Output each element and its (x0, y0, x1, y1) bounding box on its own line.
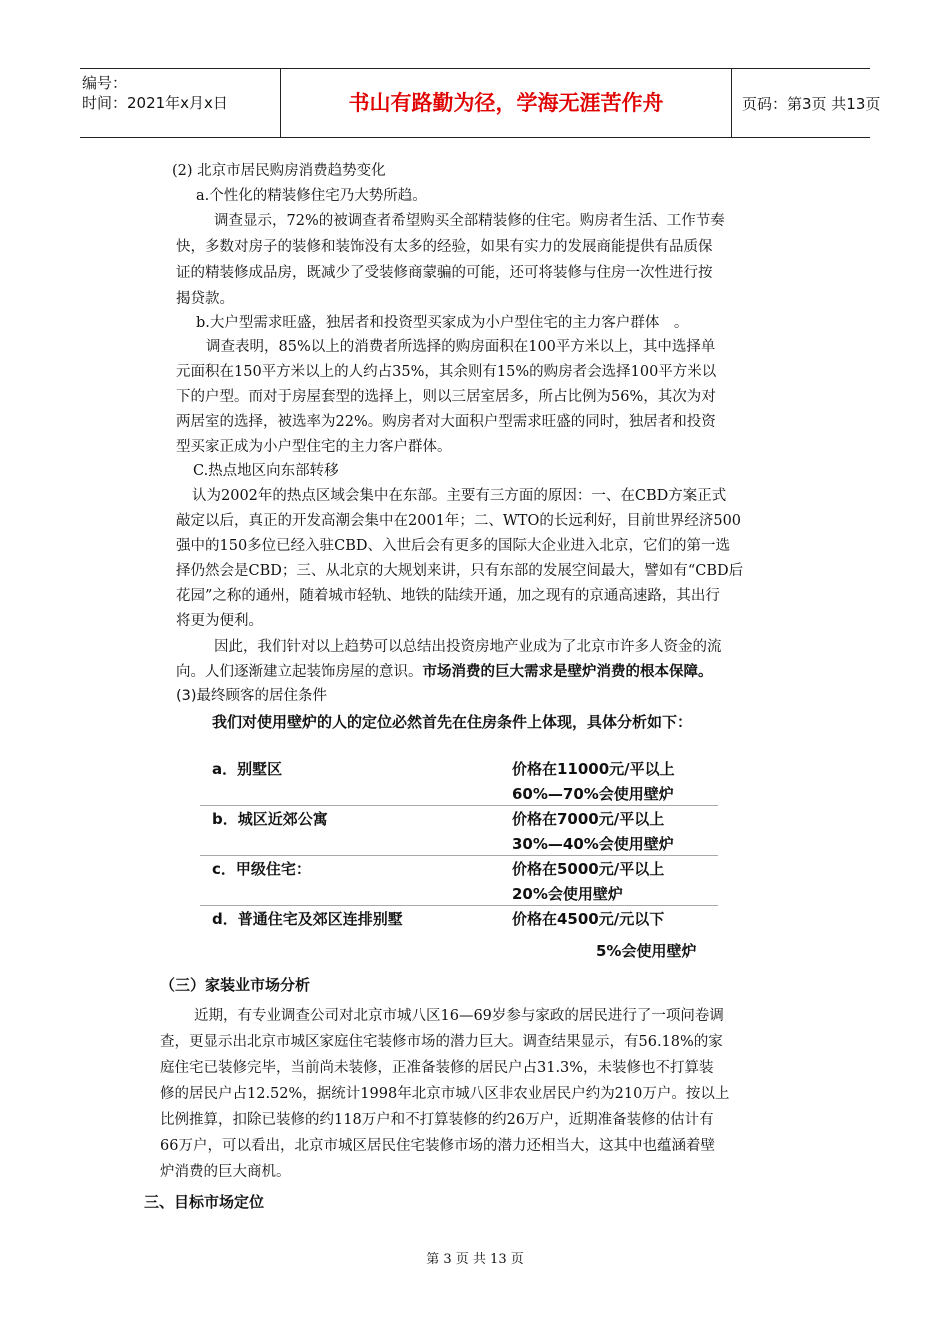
paragraph-line: 花园”之称的通州，随着城市轻轨、地铁的陆续开通，加之现有的京通高速路，其出行 (176, 588, 720, 604)
paragraph-line: 敲定以后，真正的开发高潮会集中在2001年；二、WTO的长远利好，目前世界经济500 (176, 513, 742, 529)
paragraph-line: 庭住宅已装修完毕，当前尚未装修，正准备装修的居民户占31.3%，未装修也不打算装 (160, 1060, 714, 1076)
paragraph-line: 证的精装修成品房，既减少了受装修商蒙骗的可能，还可将装修与住房一次性进行按 (176, 265, 713, 281)
paragraph-line: 揭贷款。 (176, 291, 234, 307)
conclusion-line: 因此，我们针对以上趋势可以总结出投资房地产业成为了北京市许多人资金的流 (214, 639, 722, 655)
housing-intro: 我们对使用壁炉的人的定位必然首先在住房条件上体现，具体分析如下： (212, 713, 693, 731)
subheading-a: a.个性化的精装修住宅乃大势所趋。 (196, 188, 427, 204)
time-label: 时间：2021年x月x日 (82, 94, 228, 112)
paragraph-line: 下的户型。而对于房屋套型的选择上，则以三居室居多，所占比例为56%，其次为对 (176, 389, 716, 405)
conclusion-emphasis: 市场消费的巨大需求是壁炉消费的根本保障。 (422, 664, 713, 680)
fireplace-usage: 5%会使用壁炉 (596, 942, 697, 960)
paragraph-line: 66万户，可以看出，北京市城区居民住宅装修市场的潜力还相当大，这其中也蕴涵着壁 (160, 1138, 715, 1154)
header-meta (80, 69, 280, 137)
chapter-heading: 三、目标市场定位 (144, 1193, 265, 1211)
paragraph-line: 调查表明，85%以上的消费者所选择的购房面积在100平方米以上，其中选择单 (206, 339, 716, 355)
housing-type: c．甲级住宅： (212, 860, 311, 878)
paragraph-line: 择仍然会是CBD；三、从北京的大规划来讲，只有东部的发展空间最大，譬如有“CBD后 (176, 563, 744, 579)
page-footer: 第 3 页 共 13 页 (426, 1252, 524, 1267)
paragraph-line: 查，更显示出北京市城区家庭住宅装修市场的潜力巨大。调查结果显示，有56.18%的家 (160, 1034, 723, 1050)
paragraph-line: 将更为便利。 (176, 613, 263, 629)
housing-type: d．普通住宅及郊区连排别墅 (212, 910, 403, 928)
fireplace-usage: 30%—40%会使用壁炉 (512, 835, 674, 853)
paragraph-line: 调查显示，72%的被调查者希望购买全部精装修的住宅。购房者生活、工作节奏 (214, 213, 725, 229)
housing-price: 价格在11000元/平以上 (512, 760, 675, 778)
housing-price: 价格在5000元/平以上 (512, 860, 665, 878)
section-heading-three: （三）家装业市场分析 (160, 976, 311, 994)
conclusion-line (176, 659, 713, 685)
paragraph-line: 元面积在150平方米以上的人约占35%，其余则有15%的购房者会选择100平方米以 (176, 364, 717, 380)
paragraph-line: 认为2002年的热点区域会集中在东部。主要有三方面的原因：一、在CBD方案正式 (192, 488, 727, 504)
paragraph-line: 强中的150多位已经入驻CBD、入世后会有更多的国际大企业进入北京，它们的第一选 (176, 538, 731, 554)
page-header (80, 68, 881, 138)
paragraph-line: 炉消费的巨大商机。 (160, 1164, 291, 1180)
subheading-b: b.大户型需求旺盛，独居者和投资型买家成为小户型住宅的主力客户群体 。 (196, 315, 689, 331)
fireplace-usage: 20%会使用壁炉 (512, 885, 623, 903)
housing-type: b．城区近郊公寓 (212, 810, 328, 828)
subheading-c: C.热点地区向东部转移 (193, 463, 339, 479)
paragraph-line: 快，多数对房子的装修和装饰没有太多的经验，如果有实力的发展商能提供有品质保 (176, 239, 713, 255)
fireplace-usage: 60%—70%会使用壁炉 (512, 785, 674, 803)
housing-price: 价格在7000元/平以上 (512, 810, 665, 828)
housing-type: a．别墅区 (212, 760, 283, 778)
housing-price: 价格在4500元/元以下 (512, 910, 665, 928)
section-heading-3: (3)最终顾客的居住条件 (176, 688, 328, 704)
header-motto: 书山有路勤为径，学海无涯苦作舟 (280, 69, 732, 137)
paragraph-line: 修的居民户占12.52%，据统计1998年北京市城八区非农业居民户约为210万户。按以上 (160, 1086, 730, 1102)
section-heading-2: (2) 北京市居民购房消费趋势变化 (172, 163, 386, 179)
paragraph-line: 近期，有专业调查公司对北京市城八区16—69岁参与家政的居民进行了一项问卷调 (194, 1008, 724, 1024)
paragraph-line: 两居室的选择，被选率为22%。购房者对大面积户型需求旺盛的同时，独居者和投资 (176, 414, 716, 430)
paragraph-line: 型买家正成为小户型住宅的主力客户群体。 (176, 439, 452, 455)
paragraph-line: 比例推算，扣除已装修的约118万户和不打算装修的约26万户，近期准备装修的估计有 (160, 1112, 714, 1128)
header-page-label: 页码：第3页 共13页 (742, 95, 881, 113)
number-label: 编号： (82, 74, 128, 92)
conclusion-text: 向。人们逐渐建立起装饰房屋的意识。 (176, 664, 423, 680)
